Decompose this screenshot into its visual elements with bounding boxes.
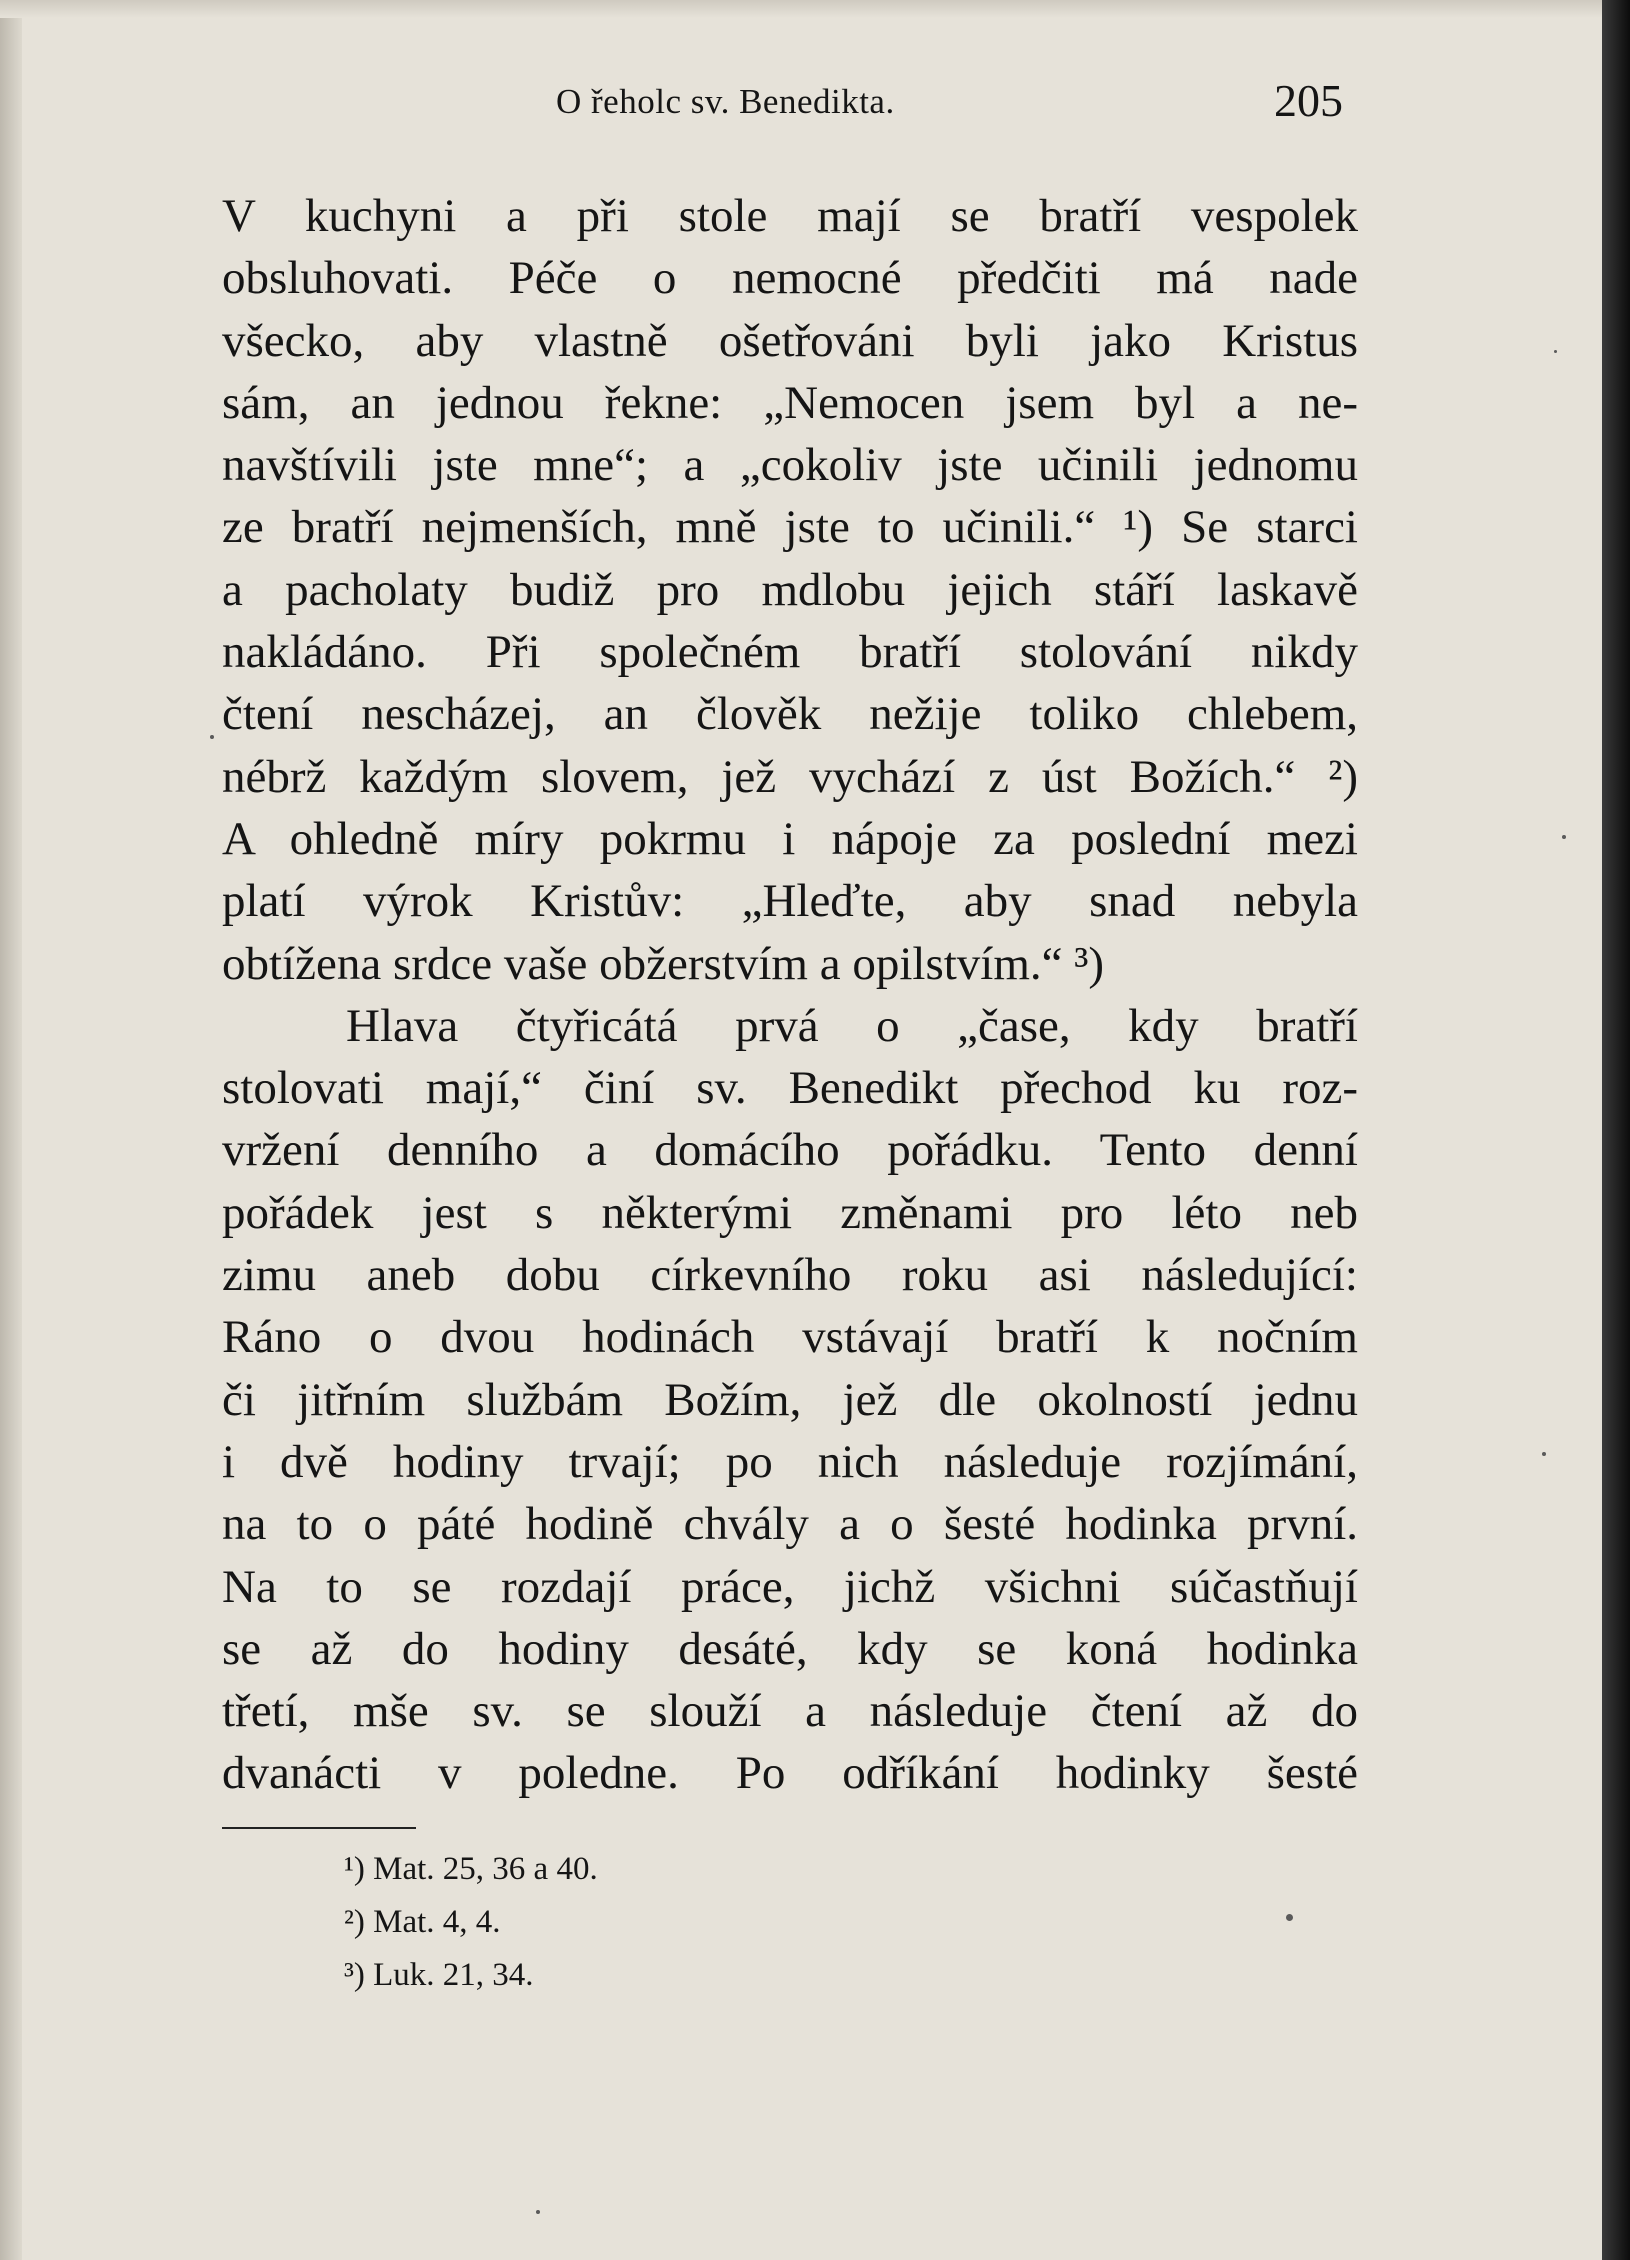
print-speck [536,2210,540,2214]
text-line: všecko, aby vlastně ošetřováni byli jako Kristus [222,314,1358,367]
text-line: Na to se rozdají práce, jichž všichni súčastňují [222,1560,1358,1613]
running-header [0,75,1630,138]
body-text [222,185,1358,1805]
page-binding-edge [1602,0,1630,2260]
print-speck [1554,350,1557,353]
text-line: navštívili jste mne“; a „cokoliv jste učinili jednomu [222,439,1358,492]
text-line: třetí, mše sv. se slouží a následuje čtení až do [222,1685,1358,1738]
text-line: pořádek jest s některými změnami pro léto neb [222,1186,1358,1239]
text-line: vržení denního a domácího pořádku. Tento denní [222,1124,1358,1177]
page-number: 205 [1274,75,1343,126]
footnote-3: ³) Luk. 21, 34. [344,1957,534,1993]
print-speck [1286,1914,1293,1921]
text-line: obsluhovati. Péče o nemocné předčiti má nade [222,252,1358,305]
page-left-edge [0,0,22,2260]
text-line: V kuchyni a při stole mají se bratří vespolek [222,190,1358,242]
text-line: zimu aneb dobu církevního roku asi následující: [222,1249,1358,1302]
text-line: a pacholaty budiž pro mdlobu jejich stáří laskavě [222,563,1358,616]
footnote-1: ¹) Mat. 25, 36 a 40. [344,1851,598,1887]
text-line: nakládáno. Při společném bratří stolování nikdy [222,626,1358,679]
print-speck [1562,835,1566,839]
print-speck [210,735,214,739]
running-title: O řeholc sv. Benedikta. [556,82,895,121]
text-line: či jitřním službám Božím, jež dle okolností jednu [222,1373,1358,1426]
text-line: Ráno o dvou hodinách vstávají bratří k nočním [222,1311,1358,1364]
text-line: čtení nescházej, an člověk nežije toliko chlebem, [222,688,1358,741]
paragraph-start-line: Hlava čtyřicátá prvá o „čase, kdy bratří [346,999,1358,1052]
text-line: A ohledně míry pokrmu i nápoje za poslední mezi [222,812,1358,865]
text-line: i dvě hodiny trvají; po nich následuje rozjímání, [222,1435,1358,1488]
page-top-edge [0,0,1630,18]
footnotes [344,1843,598,2002]
text-line: nébrž každým slovem, jež vychází z úst Božích.“ ²) [222,750,1358,803]
text-line: ze bratří nejmenších, mně jste to učinili.“ ¹) Se starci [222,501,1358,554]
footnote-2: ²) Mat. 4, 4. [344,1904,501,1940]
text-line: se až do hodiny desáté, kdy se koná hodinka [222,1622,1358,1675]
text-line: dvanácti v poledne. Po odříkání hodinky šesté [222,1747,1358,1800]
paragraph-end-line: obtížena srdce vaše obžerstvím a opilstvím.“ ³) [222,937,1105,990]
footnote-divider [222,1827,416,1829]
text-line: na to o páté hodině chvály a o šesté hodinka první. [222,1498,1358,1551]
text-line: platí výrok Kristův: „Hleďte, aby snad nebyla [222,875,1358,928]
text-line: sám, an jednou řekne: „Nemocen jsem byl a ne- [222,376,1358,429]
text-line: stolovati mají,“ činí sv. Benedikt přechod ku roz- [222,1062,1358,1115]
print-speck [1542,1452,1546,1456]
